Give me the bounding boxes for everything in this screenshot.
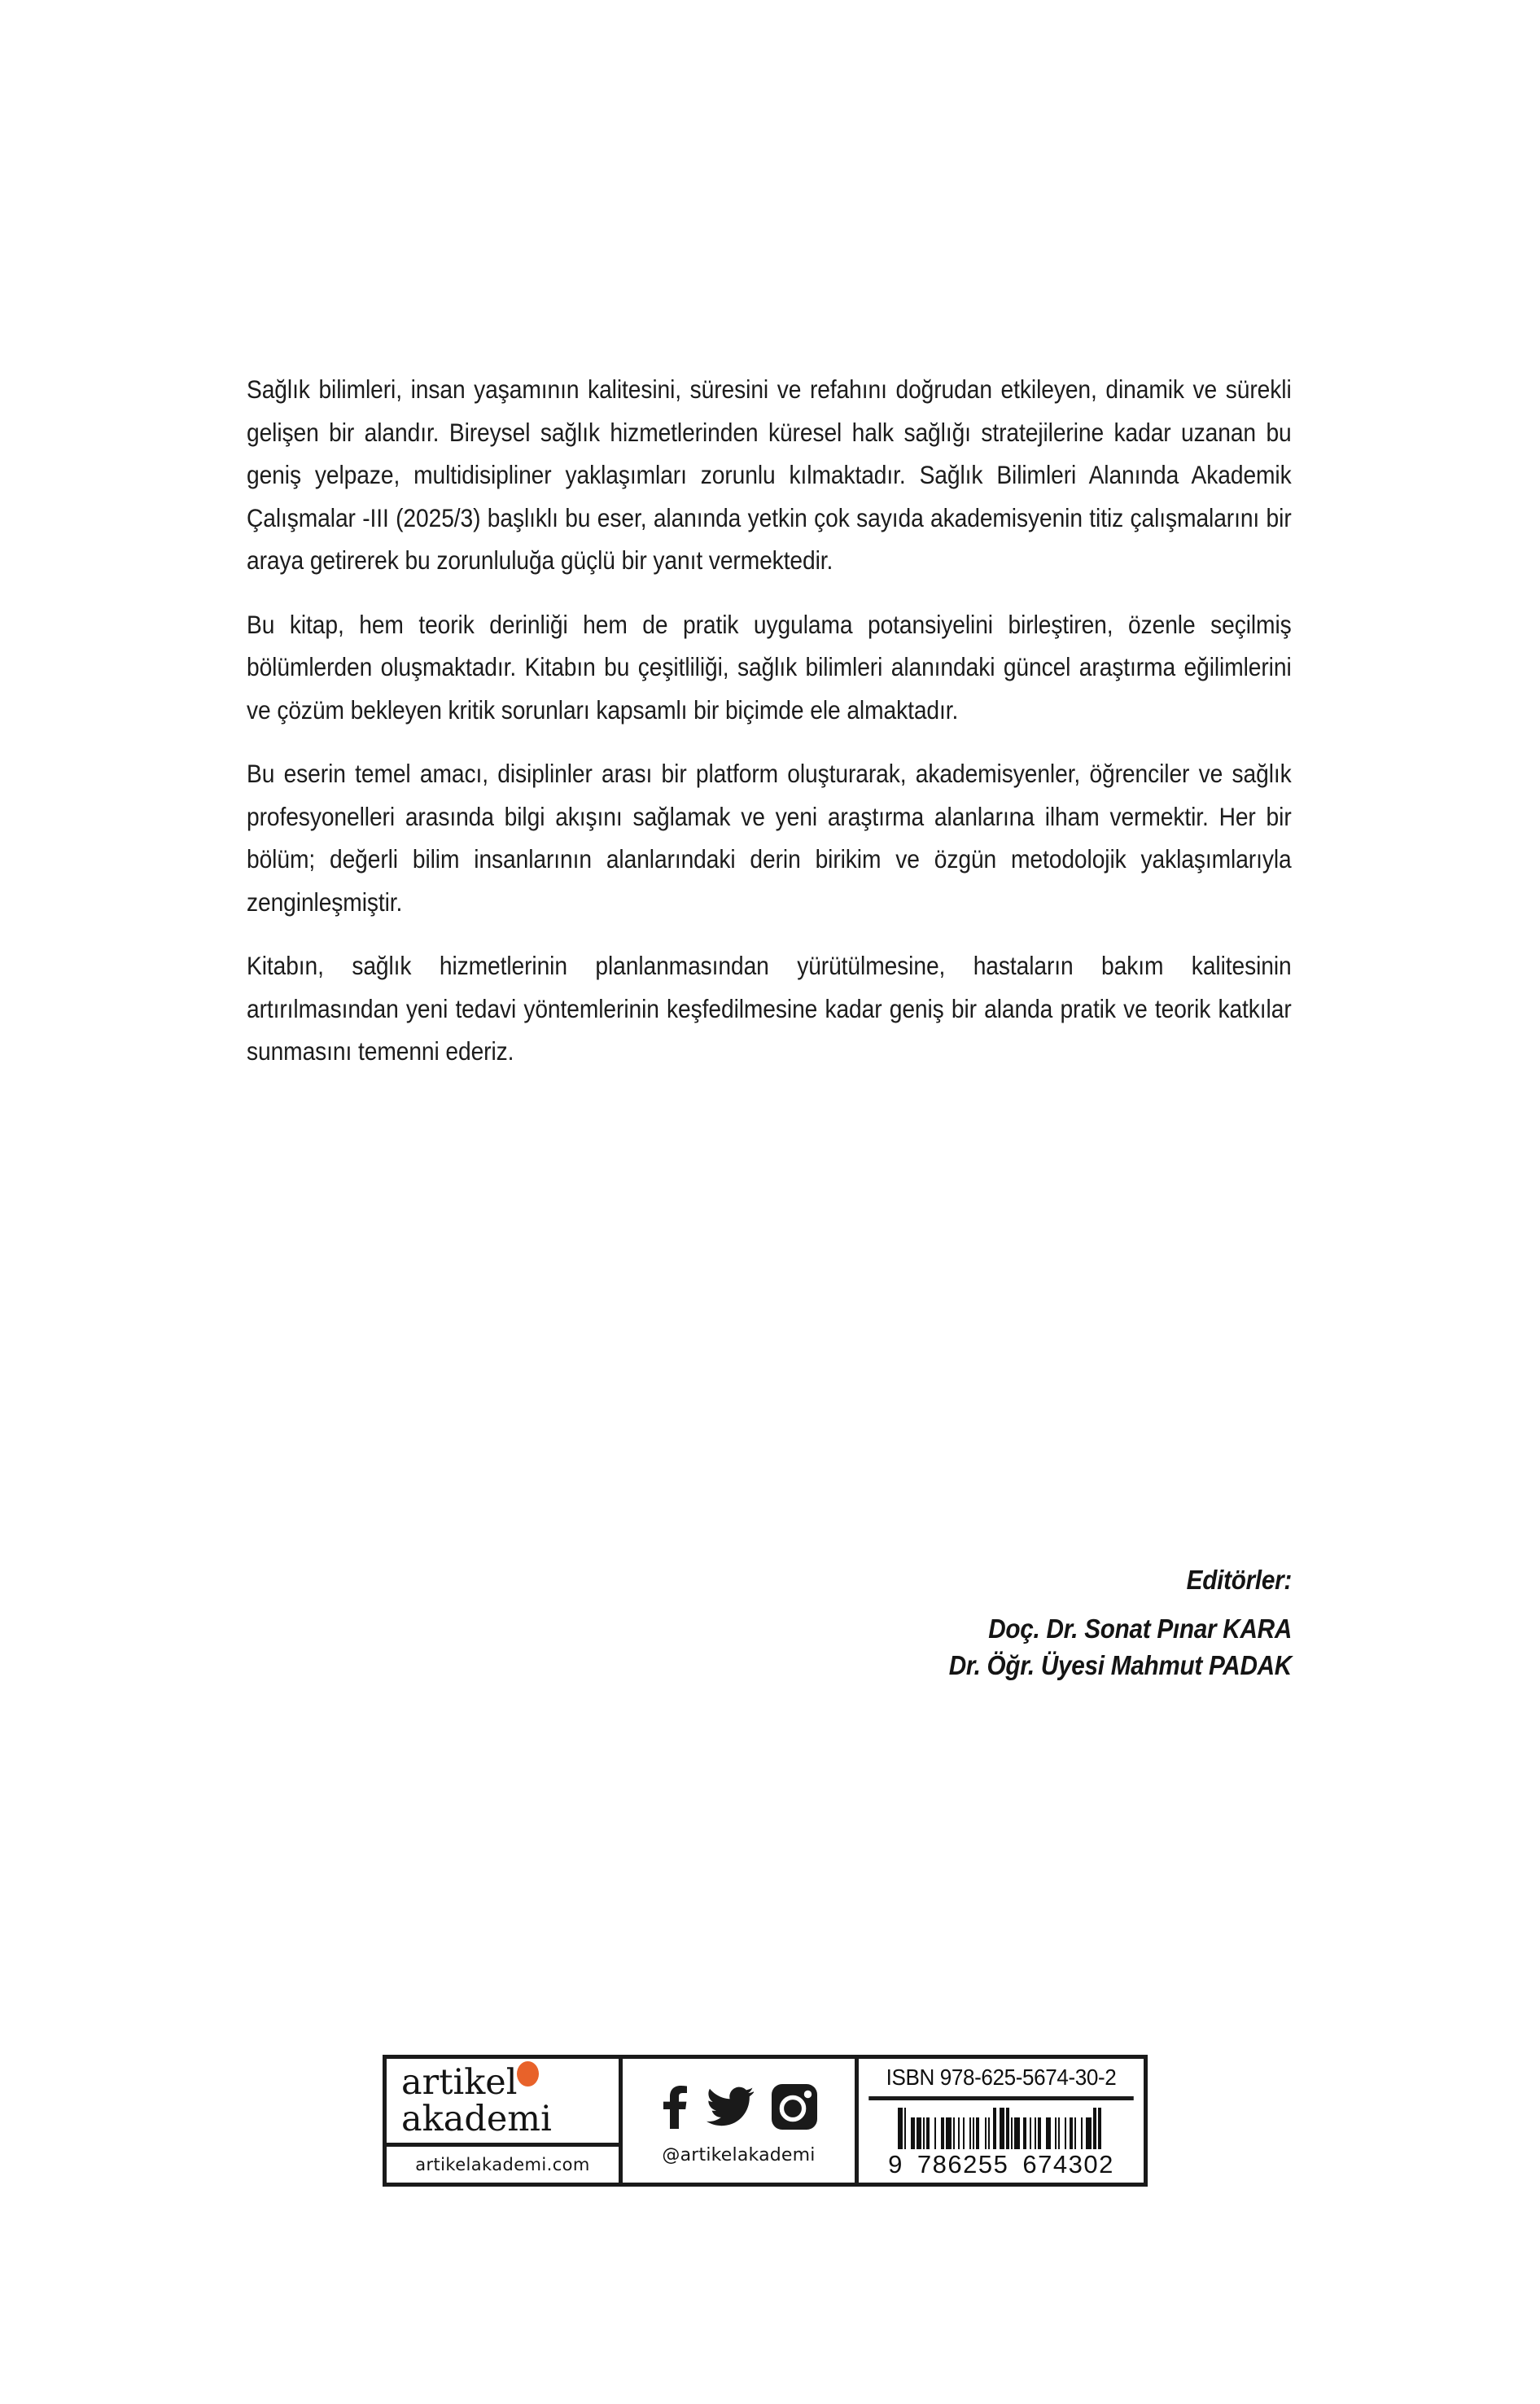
logo-line-two: akademi — [401, 2098, 552, 2139]
paragraph: Bu kitap, hem teorik derinliği hem de pratik uygulama potansiyelini birleştiren, özenle seçilmiş bölümlerden oluşmaktadır. Kitabın bu çeşitliliği, sağlık bilimleri alanındaki güncel araştırma eğilimlerini ve çözüm bekleyen kritik sorunları kapsamlı bir biçimde ele almaktadır. — [247, 609, 1292, 725]
paragraph: Kitabın, sağlık hizmetlerinin planlanmasından yürütülmesine, hastaların bakım kalitesinin artırılmasından yeni tedavi yöntemlerinin keşfedilmesine kadar geniş bir alanda pratik ve teorik katkılar sunmasını temenni ederiz. — [247, 951, 1292, 1066]
paragraph: Sağlık bilimleri, insan yaşamının kalitesini, süresini ve refahını doğrudan etkileyen, dinamik ve sürekli gelişen bir alandır. Bireysel sağlık hizmetlerinden küresel halk sağlığı stratejilerine kadar uzanan bu geniş yelpaze, multidisipliner yaklaşımları zorunlu kılmaktadır. Sağlık Bilimleri Alanında Akademik Çalışmalar -III (2025/3) başlıklı bu eser, alanında yetkin çok sayıda akademisyenin titiz çalışmalarını bir araya getirerek bu zorunluluğa güçlü bir yanıt vermektedir. — [247, 374, 1292, 575]
logo-line-one — [401, 2061, 619, 2103]
instagram-icon[interactable] — [772, 2084, 817, 2130]
social-handle[interactable]: @artikelakademi — [662, 2144, 816, 2165]
editors-heading: Editörler: — [1186, 1565, 1292, 1595]
social-icon-row — [661, 2082, 817, 2132]
publisher-footer-strip — [383, 2055, 1148, 2187]
isbn-label: ISBN 978-625-5674-30-2 — [868, 2059, 1134, 2100]
paragraph: Bu eserin temel amacı, disiplinler arası bir platform oluşturarak, akademisyenler, öğrenciler ve sağlık profesyonelleri arasında bilgi akışını sağlamak ve yeni araştırma alanlarına ilham vermektir. Her bir bölüm; değerli bilim insanlarının alanlarındaki derin birikim ve özgün metodolojik yaklaşımlarıyla zenginleşmiştir. — [247, 759, 1292, 917]
backcover-text-block — [247, 368, 1292, 1073]
logo-text-el: el — [485, 2061, 518, 2103]
social-media-panel — [623, 2059, 859, 2183]
editor-name: Doç. Dr. Sonat Pınar KARA — [988, 1614, 1292, 1644]
twitter-icon[interactable] — [707, 2087, 754, 2127]
barcode-digit-group: 9 — [888, 2150, 903, 2178]
barcode-digit-group: 674302 — [1022, 2150, 1114, 2178]
artikel-akademi-logo — [387, 2059, 619, 2147]
isbn-panel — [859, 2059, 1144, 2183]
barcode-digits — [859, 2149, 1144, 2179]
publisher-logo-panel — [387, 2059, 623, 2183]
facebook-icon[interactable] — [661, 2085, 689, 2129]
editor-name: Dr. Öğr. Üyesi Mahmut PADAK — [948, 1650, 1292, 1680]
isbn-barcode — [859, 2100, 1144, 2183]
barcode-digit-group: 786255 — [917, 2150, 1009, 2178]
logo-text-artik: artik — [401, 2061, 486, 2103]
editors-block — [247, 1561, 1292, 1684]
publisher-website[interactable]: artikelakademi.com — [415, 2155, 590, 2174]
